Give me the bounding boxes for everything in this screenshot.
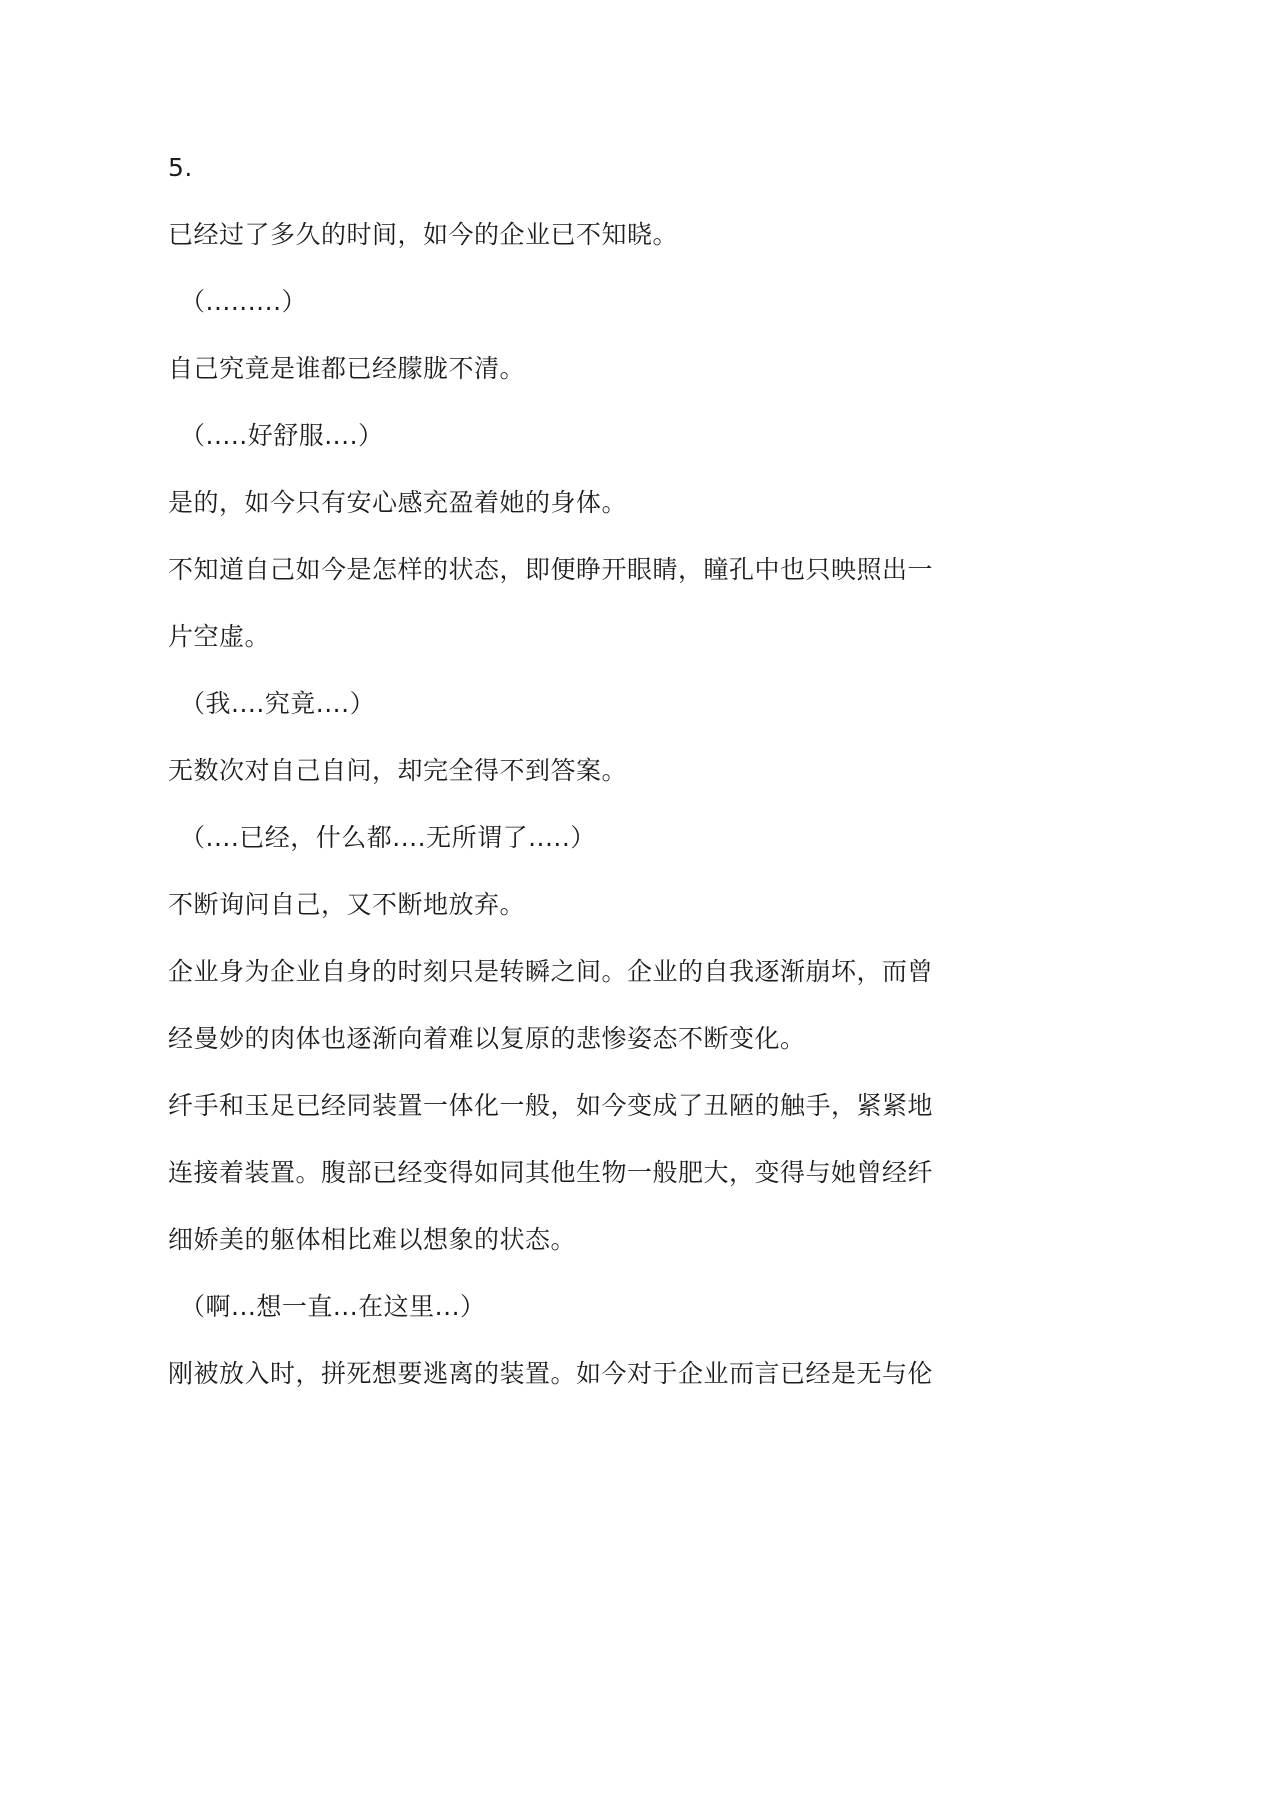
- paragraph-line: 自己究竟是谁都已经朦胧不清。: [168, 354, 526, 383]
- paragraph-line: 经曼妙的肉体也逐渐向着难以复原的悲惨姿态不断变化。: [168, 1024, 806, 1053]
- paragraph-line: 是的，如今只有安心感充盈着她的身体。: [168, 488, 628, 517]
- section-number: 5.: [168, 153, 193, 182]
- paragraph-line: 已经过了多久的时间，如今的企业已不知晓。: [168, 220, 679, 249]
- inner-thought-line: （....已经，什么都....无所谓了.....）: [180, 823, 596, 852]
- paragraph-line: 纤手和玉足已经同装置一体化一般，如今变成了丑陋的触手，紧紧地: [168, 1091, 934, 1120]
- paragraph-line: 无数次对自己自问，却完全得不到答案。: [168, 756, 628, 785]
- paragraph-line: 连接着装置。腹部已经变得如同其他生物一般肥大，变得与她曾经纤: [168, 1158, 934, 1187]
- document-page: [168, 148, 958, 1421]
- paragraph-line: 不知道自己如今是怎样的状态，即便睁开眼睛，瞳孔中也只映照出一: [168, 555, 934, 584]
- inner-thought-line: （.....好舒服....）: [180, 421, 384, 450]
- paragraph-line: 企业身为企业自身的时刻只是转瞬之间。企业的自我逐渐崩坏，而曾: [168, 957, 934, 986]
- paragraph-line: 不断询问自己，又不断地放弃。: [168, 890, 526, 919]
- paragraph-line: 刚被放入时，拼死想要逃离的装置。如今对于企业而言已经是无与伦: [168, 1359, 934, 1388]
- inner-thought-line: （我....究竟....）: [180, 689, 376, 718]
- paragraph-line: 片空虚。: [168, 622, 271, 651]
- inner-thought-line: （啊...想一直...在这里...）: [180, 1292, 486, 1321]
- inner-thought-line: （.........）: [180, 287, 308, 316]
- paragraph-line: 细娇美的躯体相比难以想象的状态。: [168, 1225, 577, 1254]
